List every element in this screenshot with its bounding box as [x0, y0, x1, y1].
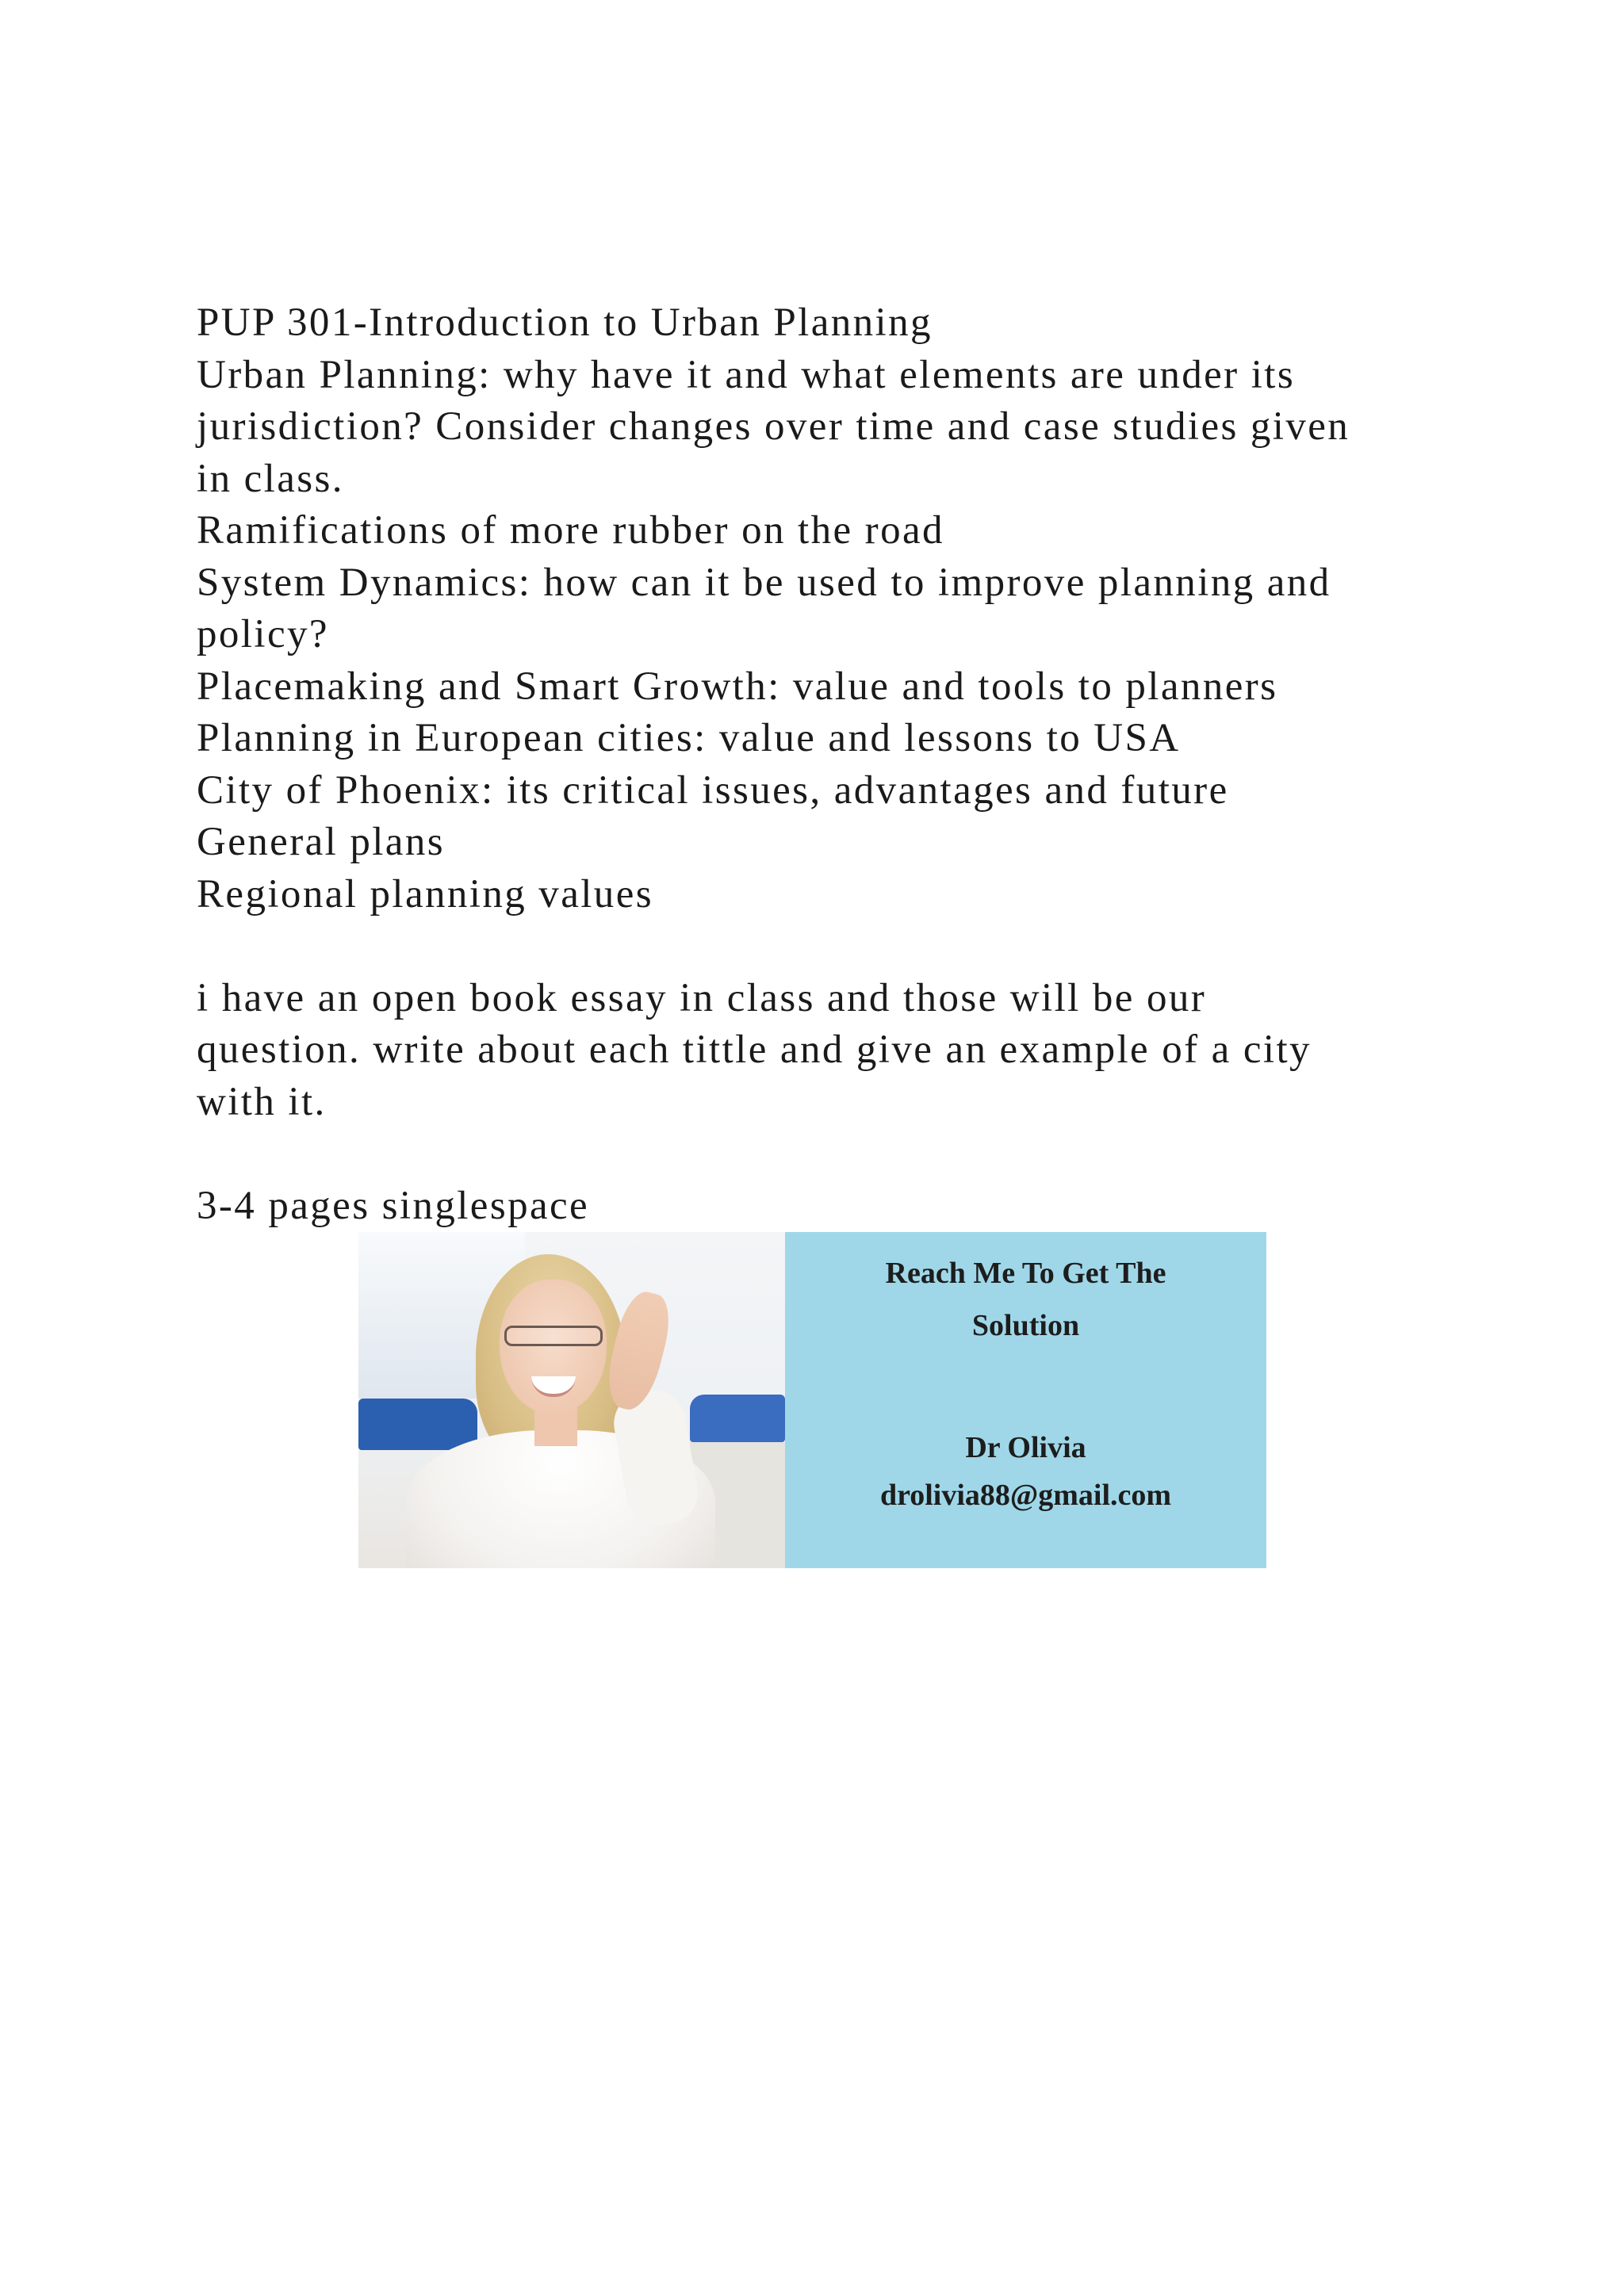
paragraph-gap [197, 920, 1465, 973]
text-line: System Dynamics: how can it be used to improve planning and [197, 560, 1331, 605]
text-line: Placemaking and Smart Growth: value and tools to planners [197, 664, 1278, 709]
text-line: Ramifications of more rubber on the road [197, 508, 944, 553]
paragraph-gap [197, 1128, 1465, 1181]
text-line: with it. [197, 1079, 327, 1124]
ad-headline: Reach Me To Get The [885, 1257, 1166, 1290]
text-line: Urban Planning: why have it and what elements are under its [197, 352, 1296, 397]
contact-panel [785, 1232, 1266, 1568]
ad-banner [358, 1232, 1266, 1568]
text-line: i have an open book essay in class and those will be our [197, 975, 1207, 1020]
page-count-note: 3-4 pages singlespace [197, 1183, 590, 1228]
text-line: in class. [197, 456, 344, 501]
contact-name: Dr Olivia [965, 1431, 1086, 1464]
text-line: question. write about each tittle and give an example of a city [197, 1027, 1312, 1072]
course-title: PUP 301-Introduction to Urban Planning [197, 300, 933, 345]
text-line: General plans [197, 820, 445, 864]
contact-email: drolivia88@gmail.com [879, 1479, 1172, 1512]
document-body [197, 297, 1465, 1232]
ad-headline: Solution [971, 1309, 1080, 1342]
glasses-icon [504, 1326, 603, 1346]
text-line: policy? [197, 612, 329, 656]
text-line: City of Phoenix: its critical issues, advantages and future [197, 767, 1229, 813]
text-line: Regional planning values [197, 871, 653, 916]
text-line: Planning in European cities: value and lessons to USA [197, 716, 1181, 760]
text-line: jurisdiction? Consider changes over time and case studies given [197, 404, 1350, 449]
woman-photo [358, 1232, 785, 1568]
